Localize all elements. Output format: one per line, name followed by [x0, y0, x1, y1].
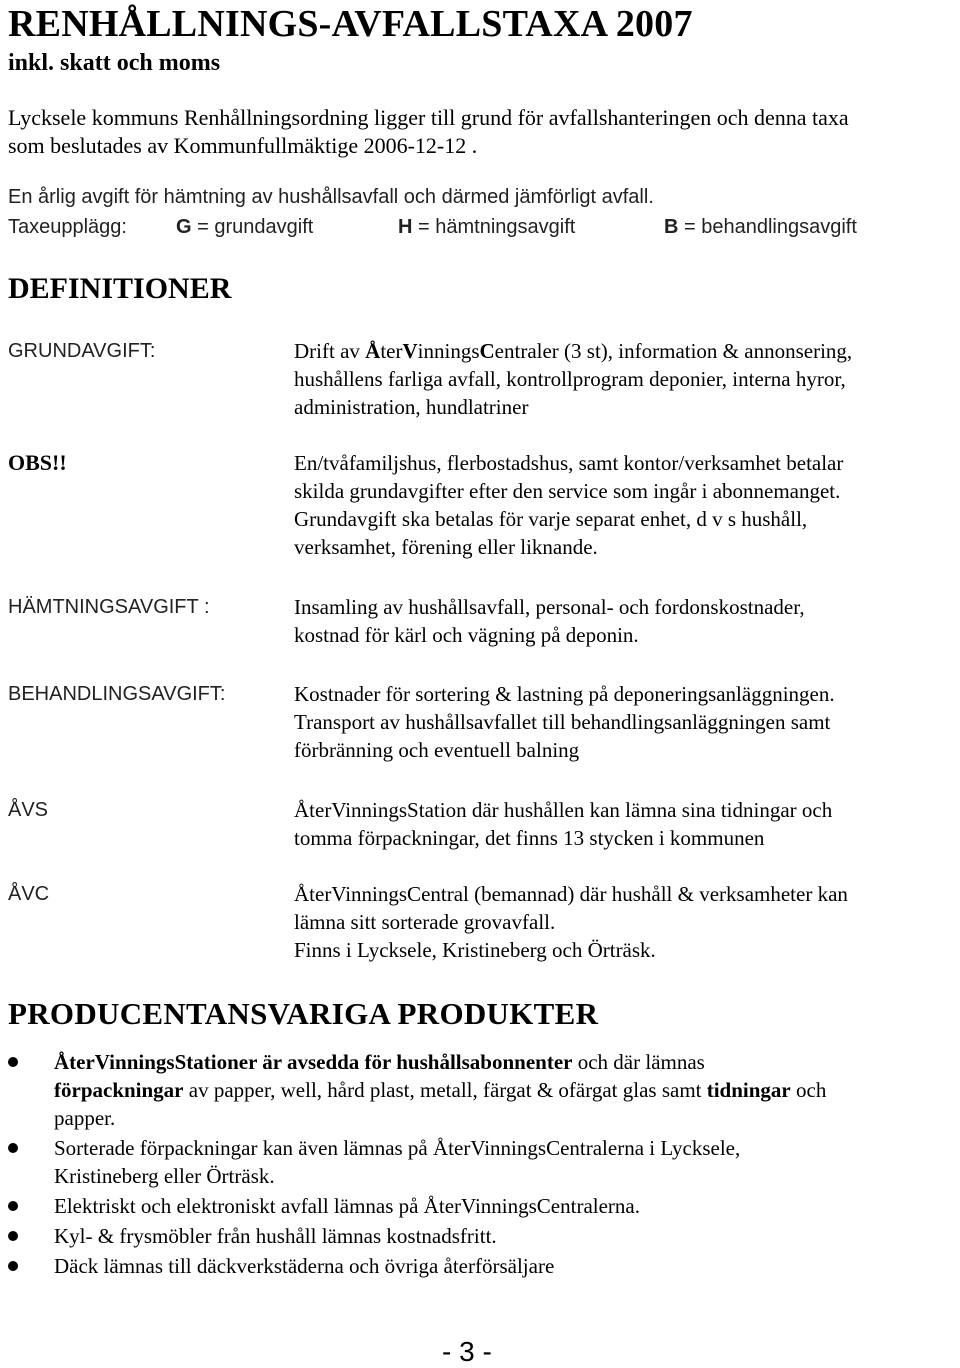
description-line: Kostnader för sortering & lastning på deponeringsanläggningen.: [294, 682, 835, 706]
description-line: Finns i Lycksele, Kristineberg och Örträsk.: [294, 938, 656, 962]
producer-bullet-list: [8, 1048, 826, 1282]
definition-term: GRUNDAVGIFT:: [8, 340, 156, 362]
definition-description: [294, 680, 835, 764]
description-line: Transport av hushållsavfallet till behandlingsanläggningen samt: [294, 710, 831, 734]
text: och: [790, 1078, 827, 1102]
description-line: Insamling av hushållsavfall, personal- och fordonskostnader,: [294, 595, 805, 619]
page-number: - 3 -: [442, 1336, 492, 1367]
list-item: [8, 1252, 826, 1280]
list-item: [8, 1048, 826, 1132]
description-line: skilda grundavgifter efter den service som ingår i abonnemanget.: [294, 479, 841, 503]
text: papper.: [54, 1106, 116, 1130]
document-subtitle: inkl. skatt och moms: [8, 50, 221, 76]
tax-item-b: [664, 216, 857, 239]
bold-text: ÅterVinningsStationer är avsedda för hushållsabonnenter: [54, 1050, 573, 1074]
text: och där lämnas: [572, 1050, 705, 1074]
text: av papper, well, hård plast, metall, färgat & ofärgat glas samt: [183, 1078, 707, 1102]
list-item: [8, 1192, 826, 1220]
description-line: tomma förpackningar, det finns 13 stycken i kommunen: [294, 826, 765, 850]
text: Elektriskt och elektroniskt avfall lämnas på ÅterVinningsCentralerna.: [54, 1194, 640, 1218]
description-line: Grundavgift ska betalas för varje separat enhet, d v s hushåll,: [294, 507, 808, 531]
tax-text: = grundavgift: [191, 216, 314, 238]
definitions-heading: DEFINITIONER: [8, 272, 232, 305]
text: Däck lämnas till däckverkstäderna och övriga återförsäljare: [54, 1254, 555, 1278]
bullet-icon: [8, 1261, 18, 1271]
definition-term: BEHANDLINGSAVGIFT:: [8, 683, 226, 705]
description-line: hushållens farliga avfall, kontrollprogram deponier, interna hyror,: [294, 367, 846, 391]
producer-heading: PRODUCENTANSVARIGA PRODUKTER: [8, 996, 599, 1031]
description-line: En/tvåfamiljshus, flerbostadshus, samt kontor/verksamhet betalar: [294, 451, 844, 475]
bold-text: förpackningar: [54, 1078, 184, 1102]
text: Kyl- & frysmöbler från hushåll lämnas kostnadsfritt.: [54, 1224, 497, 1248]
description-line: ÅterVinningsStation där hushållen kan lämna sina tidningar och: [294, 798, 833, 822]
bold-text: tidningar: [706, 1078, 791, 1102]
definition-description: [294, 796, 832, 852]
text: Kristineberg eller Örträsk.: [54, 1164, 275, 1188]
tax-label: Taxeupplägg:: [8, 216, 127, 238]
intro-line-3: En årlig avgift för hämtning av hushållsavfall och därmed jämförligt avfall.: [8, 186, 654, 208]
description-line: förbränning och eventuell balning: [294, 738, 580, 762]
tax-code: G: [176, 216, 192, 238]
description-line: lämna sitt sorterade grovavfall.: [294, 910, 556, 934]
tax-item-h: [398, 216, 575, 239]
description-line: verksamhet, förening eller liknande.: [294, 535, 598, 559]
definition-term: ÅVC: [8, 883, 50, 905]
bullet-icon: [8, 1057, 18, 1067]
definition-description: Drift av ÅterVinningsCentraler (3 st), information & annonsering, hushållens farliga avfall, kontrollprogram deponier, interna hyror, administration, hundlatriner: [294, 339, 853, 419]
description-line: kostnad för kärl och vägning på deponin.: [294, 623, 639, 647]
bullet-icon: [8, 1231, 18, 1241]
description-text: Drift av: [294, 339, 366, 363]
tax-text: = behandlingsavgift: [678, 216, 857, 238]
tax-code: H: [398, 216, 413, 238]
tax-item-g: [176, 216, 313, 239]
definition-description: [294, 593, 805, 649]
tax-text: = hämtningsavgift: [412, 216, 576, 238]
list-item: [8, 1134, 826, 1190]
definition-description: [294, 880, 848, 964]
text: Sorterade förpackningar kan även lämnas på ÅterVinningsCentralerna i Lycksele,: [54, 1136, 741, 1160]
definition-term-obs: OBS!!: [8, 450, 67, 475]
definition-term: ÅVS: [8, 799, 49, 821]
definition-term: HÄMTNINGSAVGIFT :: [8, 596, 210, 618]
document-title: RENHÅLLNINGS-AVFALLSTAXA 2007: [8, 3, 693, 45]
definition-description: [294, 449, 843, 561]
bullet-icon: [8, 1143, 18, 1153]
list-item: [8, 1222, 826, 1250]
bullet-icon: [8, 1201, 18, 1211]
intro-line-2: som beslutades av Kommunfullmäktige 2006-12-12 .: [8, 133, 478, 158]
description-line: ÅterVinningsCentral (bemannad) där hushåll & verksamheter kan: [294, 882, 848, 906]
tax-code: B: [664, 216, 679, 238]
intro-line-1: Lycksele kommuns Renhållningsordning ligger till grund för avfallshanteringen och denna taxa: [8, 105, 849, 130]
description-line: administration, hundlatriner: [294, 395, 529, 419]
